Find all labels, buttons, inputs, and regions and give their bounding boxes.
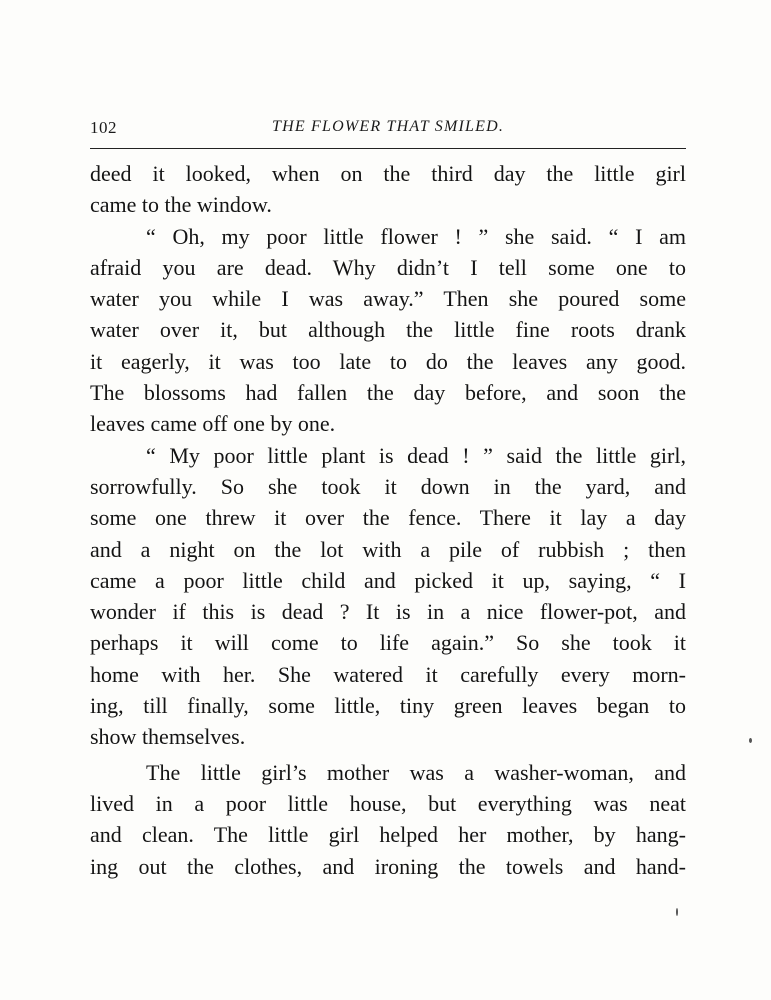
text-line: “ My poor little plant is dead ! ” said the little girl, (146, 442, 686, 468)
text-line: water you while I was away.” Then she poured some (90, 286, 686, 312)
text-line: deed it looked, when on the third day the little girl (90, 161, 686, 186)
text-line: afraid you are dead. Why didn’t I tell some one to (90, 254, 686, 280)
text-line: “ Oh, my poor little flower ! ” she said. “ I am (146, 223, 686, 249)
text-line: The little girl’s mother was a washer-woman, and (146, 759, 686, 785)
text-line: came a poor little child and picked it up, saying, “ I (90, 567, 686, 593)
body-text (90, 158, 686, 882)
page-number: 102 (90, 118, 117, 137)
header-rule (90, 148, 686, 149)
text-line: sorrowfully. So she took it down in the yard, and (90, 473, 686, 499)
text-line: water over it, but although the little fine roots drank (90, 317, 686, 343)
text-line: wonder if this is dead ? It is in a nice flower-pot, and (90, 599, 686, 625)
text-line: some one threw it over the fence. There it lay a day (90, 505, 686, 531)
text-line: home with her. She watered it carefully every morn- (90, 661, 686, 687)
paper-speck (749, 738, 752, 743)
text-line: and a night on the lot with a pile of rubbish ; then (90, 536, 686, 562)
page-header (90, 118, 686, 144)
text-line: ing out the clothes, and ironing the towels and hand- (90, 853, 686, 879)
text-line: it eagerly, it was too late to do the leaves any good. (90, 348, 686, 374)
text-line: perhaps it will come to life again.” So she took it (90, 630, 686, 656)
text-line: leaves came off one by one. (90, 411, 336, 437)
running-title: THE FLOWER THAT SMILED. (271, 118, 505, 135)
text-line: ing, till finally, some little, tiny green leaves began to (90, 693, 686, 719)
text-line: show themselves. (90, 724, 246, 750)
text-line: The blossoms had fallen the day before, and soon the (90, 380, 686, 406)
text-line: and clean. The little girl helped her mother, by hang- (90, 822, 686, 848)
text-line: lived in a poor little house, but everything was neat (90, 790, 686, 816)
text-line: came to the window. (90, 192, 272, 218)
paper-speck (676, 908, 678, 916)
